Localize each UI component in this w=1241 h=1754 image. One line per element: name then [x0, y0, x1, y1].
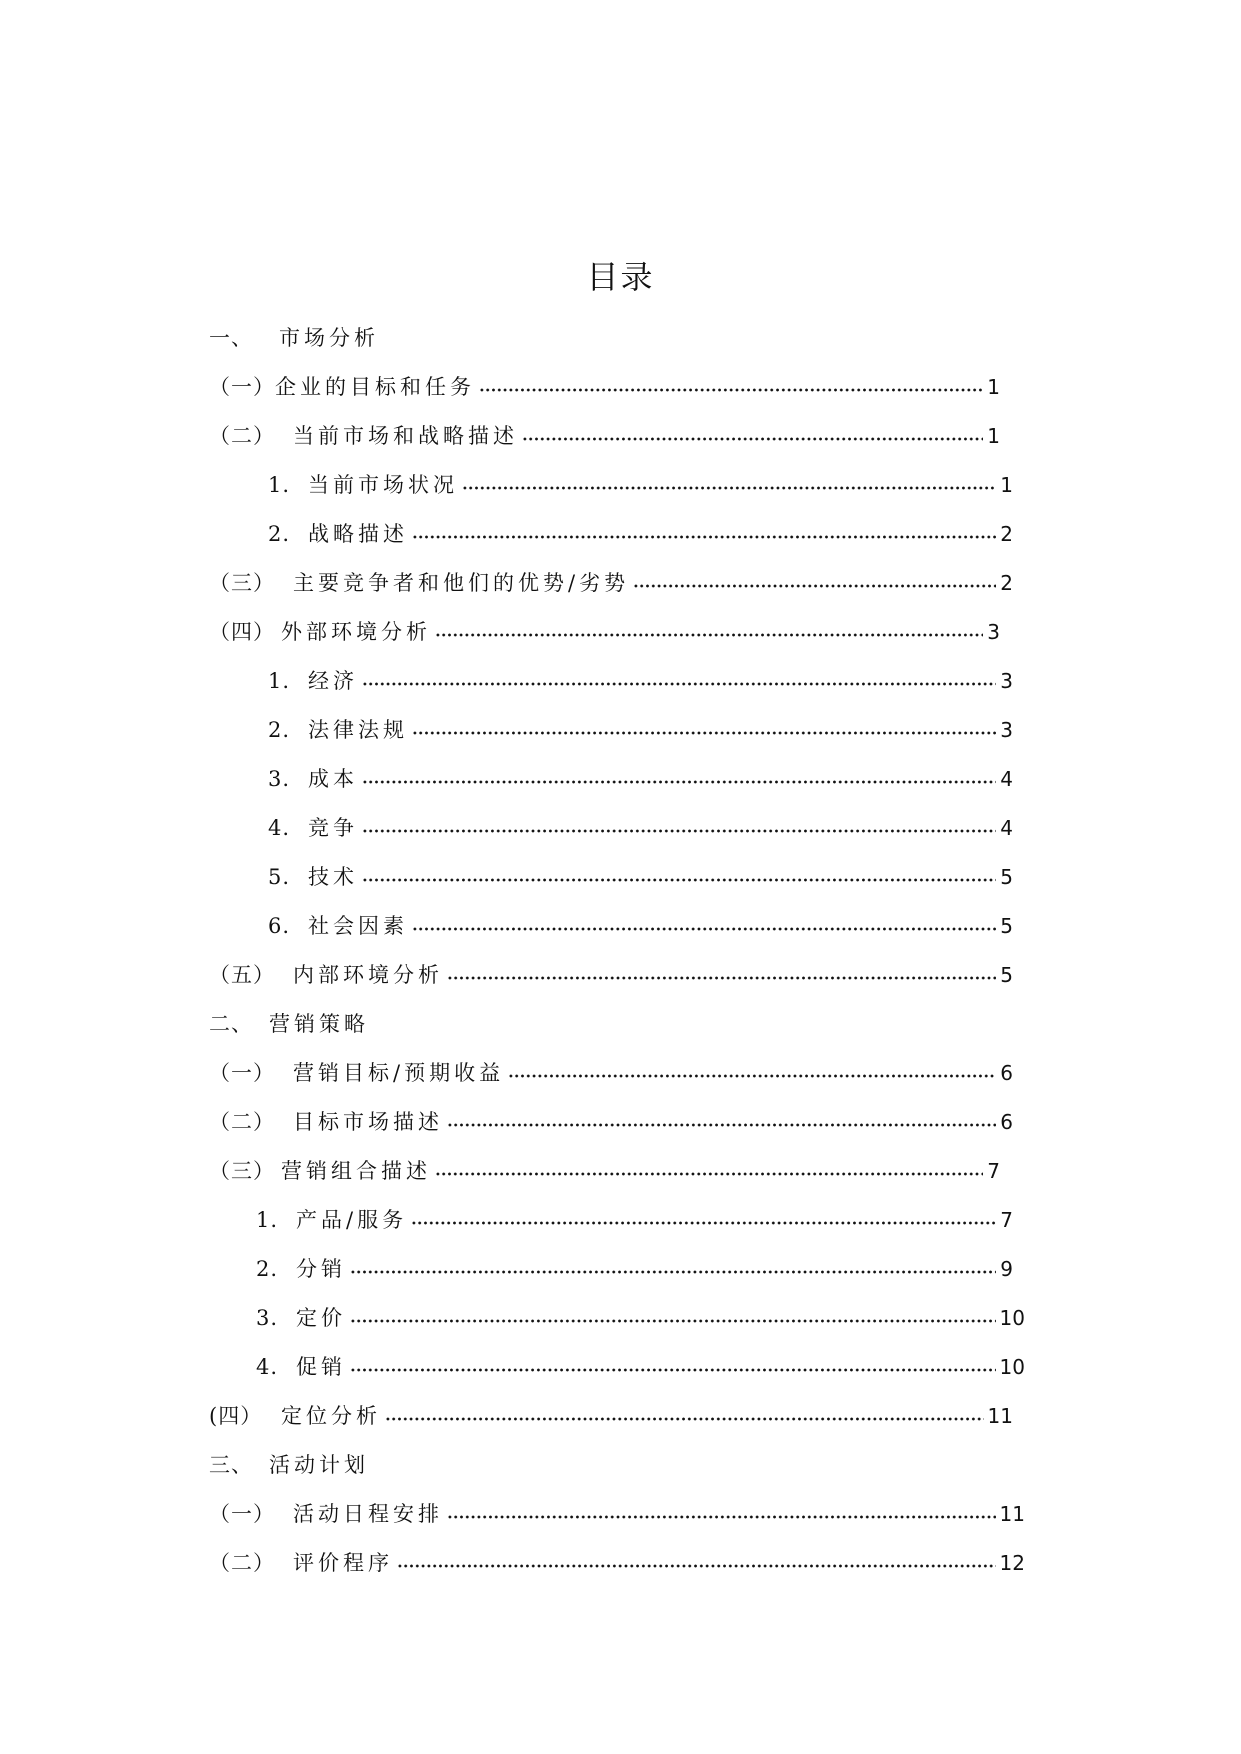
toc-entry[interactable] [209, 1499, 1025, 1527]
toc-entry-number: 3. [268, 767, 291, 791]
toc-entry-page-number: 2 [1000, 571, 1013, 595]
toc-entry[interactable] [256, 1352, 1025, 1380]
toc-entry[interactable] [209, 1156, 1000, 1184]
toc-entry-page-number: 10 [999, 1306, 1025, 1330]
toc-entry-number: 3. [256, 1306, 279, 1330]
toc-entry-page-number: 5 [1000, 914, 1013, 938]
toc-dot-leader [350, 1268, 996, 1276]
toc-entry-page-number: 10 [999, 1355, 1025, 1379]
toc-dot-leader [447, 1513, 996, 1521]
toc-dot-leader [362, 778, 996, 786]
toc-entry[interactable] [209, 617, 1000, 645]
toc-entry-number: （三） [209, 571, 275, 595]
toc-entry[interactable] [268, 911, 1013, 939]
toc-entry-page-number: 6 [1000, 1061, 1013, 1085]
toc-entry[interactable] [209, 1548, 1025, 1576]
toc-entry-number: 三、 [209, 1453, 253, 1477]
toc-entry-page-number: 9 [1000, 1257, 1013, 1281]
toc-entry[interactable] [209, 1107, 1013, 1135]
toc-entry-number: 5. [268, 865, 291, 889]
toc-entry-page-number: 11 [999, 1502, 1025, 1526]
toc-entry[interactable] [268, 519, 1013, 547]
toc-entry[interactable] [268, 862, 1013, 890]
toc-entry-page-number: 5 [1000, 963, 1013, 987]
toc-dot-leader [508, 1072, 996, 1080]
toc-entry[interactable] [209, 1401, 1013, 1429]
toc-entry-text: 战略描述 [308, 522, 408, 546]
toc-entry-text: 活动日程安排 [293, 1502, 443, 1526]
toc-dot-leader [522, 435, 983, 443]
toc-entry-page-number: 12 [999, 1551, 1025, 1575]
toc-entry[interactable] [268, 666, 1013, 694]
toc-entry-number: （一） [209, 375, 275, 399]
toc-entry[interactable] [209, 421, 1000, 449]
toc-entry-page-number: 3 [1000, 669, 1013, 693]
toc-dot-leader [350, 1317, 996, 1325]
toc-entry[interactable] [268, 813, 1013, 841]
toc-entry[interactable] [268, 470, 1013, 498]
toc-entry-page-number: 7 [987, 1159, 1000, 1183]
toc-entry-text: 营销策略 [269, 1012, 369, 1036]
toc-entry-number: 2. [268, 522, 291, 546]
toc-entry-number: 1. [268, 669, 291, 693]
toc-entry[interactable] [256, 1205, 1013, 1233]
toc-dot-leader [479, 386, 983, 394]
toc-entry-text: 成本 [308, 767, 358, 791]
toc-entry-text: 经济 [308, 669, 358, 693]
toc-entry-number: （二） [209, 1551, 275, 1575]
toc-entry-number: (四） [209, 1404, 263, 1428]
toc-entry-text: 企业的目标和任务 [275, 375, 475, 399]
toc-dot-leader [435, 1170, 983, 1178]
toc-entry-number: （一） [209, 1061, 275, 1085]
toc-entry-text: 产品/服务 [296, 1208, 408, 1232]
toc-entry-page-number: 11 [987, 1404, 1013, 1428]
toc-entry-page-number: 5 [1000, 865, 1013, 889]
toc-entry-text: 社会因素 [308, 914, 408, 938]
toc-entry-page-number: 3 [1000, 718, 1013, 742]
toc-entry-number: （一） [209, 1502, 275, 1526]
toc-entry[interactable] [209, 1450, 1000, 1478]
toc-entry[interactable] [256, 1303, 1025, 1331]
toc-entry-number: （二） [209, 1110, 275, 1134]
toc-entry-text: 营销目标/预期收益 [293, 1061, 505, 1085]
toc-dot-leader [350, 1366, 996, 1374]
toc-entry[interactable] [268, 764, 1013, 792]
toc-entry-number: 2. [268, 718, 291, 742]
toc-entry-page-number: 1 [987, 424, 1000, 448]
toc-entry-page-number: 3 [987, 620, 1000, 644]
toc-entry-page-number: 1 [1000, 473, 1013, 497]
toc-entry-text: 目标市场描述 [293, 1110, 443, 1134]
toc-entry-text: 活动计划 [269, 1453, 369, 1477]
toc-entry-page-number: 2 [1000, 522, 1013, 546]
toc-entry-number: 一、 [209, 326, 253, 350]
toc-entry-text: 法律法规 [308, 718, 408, 742]
toc-dot-leader [397, 1562, 996, 1570]
toc-dot-leader [447, 1121, 996, 1129]
toc-entry-page-number: 6 [1000, 1110, 1013, 1134]
toc-dot-leader [362, 827, 996, 835]
toc-entry-text: 外部环境分析 [281, 620, 431, 644]
toc-entry-number: （五） [209, 963, 275, 987]
toc-entry-text: 定价 [296, 1306, 346, 1330]
toc-entry[interactable] [256, 1254, 1013, 1282]
toc-dot-leader [412, 729, 996, 737]
toc-title: 目录 [586, 258, 655, 296]
toc-entry-text: 内部环境分析 [293, 963, 443, 987]
toc-entry-page-number: 4 [1000, 816, 1013, 840]
toc-entry-page-number: 4 [1000, 767, 1013, 791]
toc-entry-text: 营销组合描述 [281, 1159, 431, 1183]
toc-dot-leader [412, 925, 996, 933]
toc-entry[interactable] [268, 715, 1013, 743]
toc-entry-number: 二、 [209, 1012, 253, 1036]
toc-entry[interactable] [209, 568, 1013, 596]
toc-dot-leader [362, 876, 996, 884]
toc-dot-leader [412, 533, 996, 541]
toc-entry-text: 分销 [296, 1257, 346, 1281]
toc-entry-number: （四） [209, 620, 275, 644]
toc-entry-text: 当前市场和战略描述 [293, 424, 518, 448]
toc-entry-number: 1. [268, 473, 291, 497]
toc-entry-text: 竞争 [308, 816, 358, 840]
toc-dot-leader [633, 582, 996, 590]
toc-entry[interactable] [209, 323, 1000, 351]
toc-entry[interactable] [209, 372, 1000, 400]
toc-entry-number: 4. [268, 816, 291, 840]
toc-entry-text: 促销 [296, 1355, 346, 1379]
toc-dot-leader [435, 631, 983, 639]
toc-entry-number: 2. [256, 1257, 279, 1281]
toc-entry-number: 4. [256, 1355, 279, 1379]
toc-dot-leader [362, 680, 996, 688]
toc-entry[interactable] [209, 1009, 1000, 1037]
toc-dot-leader [385, 1415, 984, 1423]
toc-entry-text: 当前市场状况 [308, 473, 458, 497]
toc-entry-text: 评价程序 [293, 1551, 393, 1575]
toc-entry-text: 定位分析 [281, 1404, 381, 1428]
toc-entry-text: 市场分析 [279, 326, 379, 350]
toc-entry-text: 主要竞争者和他们的优势/劣势 [293, 571, 630, 595]
toc-dot-leader [447, 974, 996, 982]
toc-entry-page-number: 7 [1000, 1208, 1013, 1232]
toc-dot-leader [462, 484, 996, 492]
toc-dot-leader [411, 1219, 996, 1227]
toc-entry[interactable] [209, 960, 1013, 988]
toc-entry-text: 技术 [308, 865, 358, 889]
toc-entry-number: （二） [209, 424, 275, 448]
toc-entry-page-number: 1 [987, 375, 1000, 399]
toc-entry[interactable] [209, 1058, 1013, 1086]
toc-entry-number: 6. [268, 914, 291, 938]
toc-entry-number: （三） [209, 1159, 275, 1183]
toc-entry-number: 1. [256, 1208, 279, 1232]
